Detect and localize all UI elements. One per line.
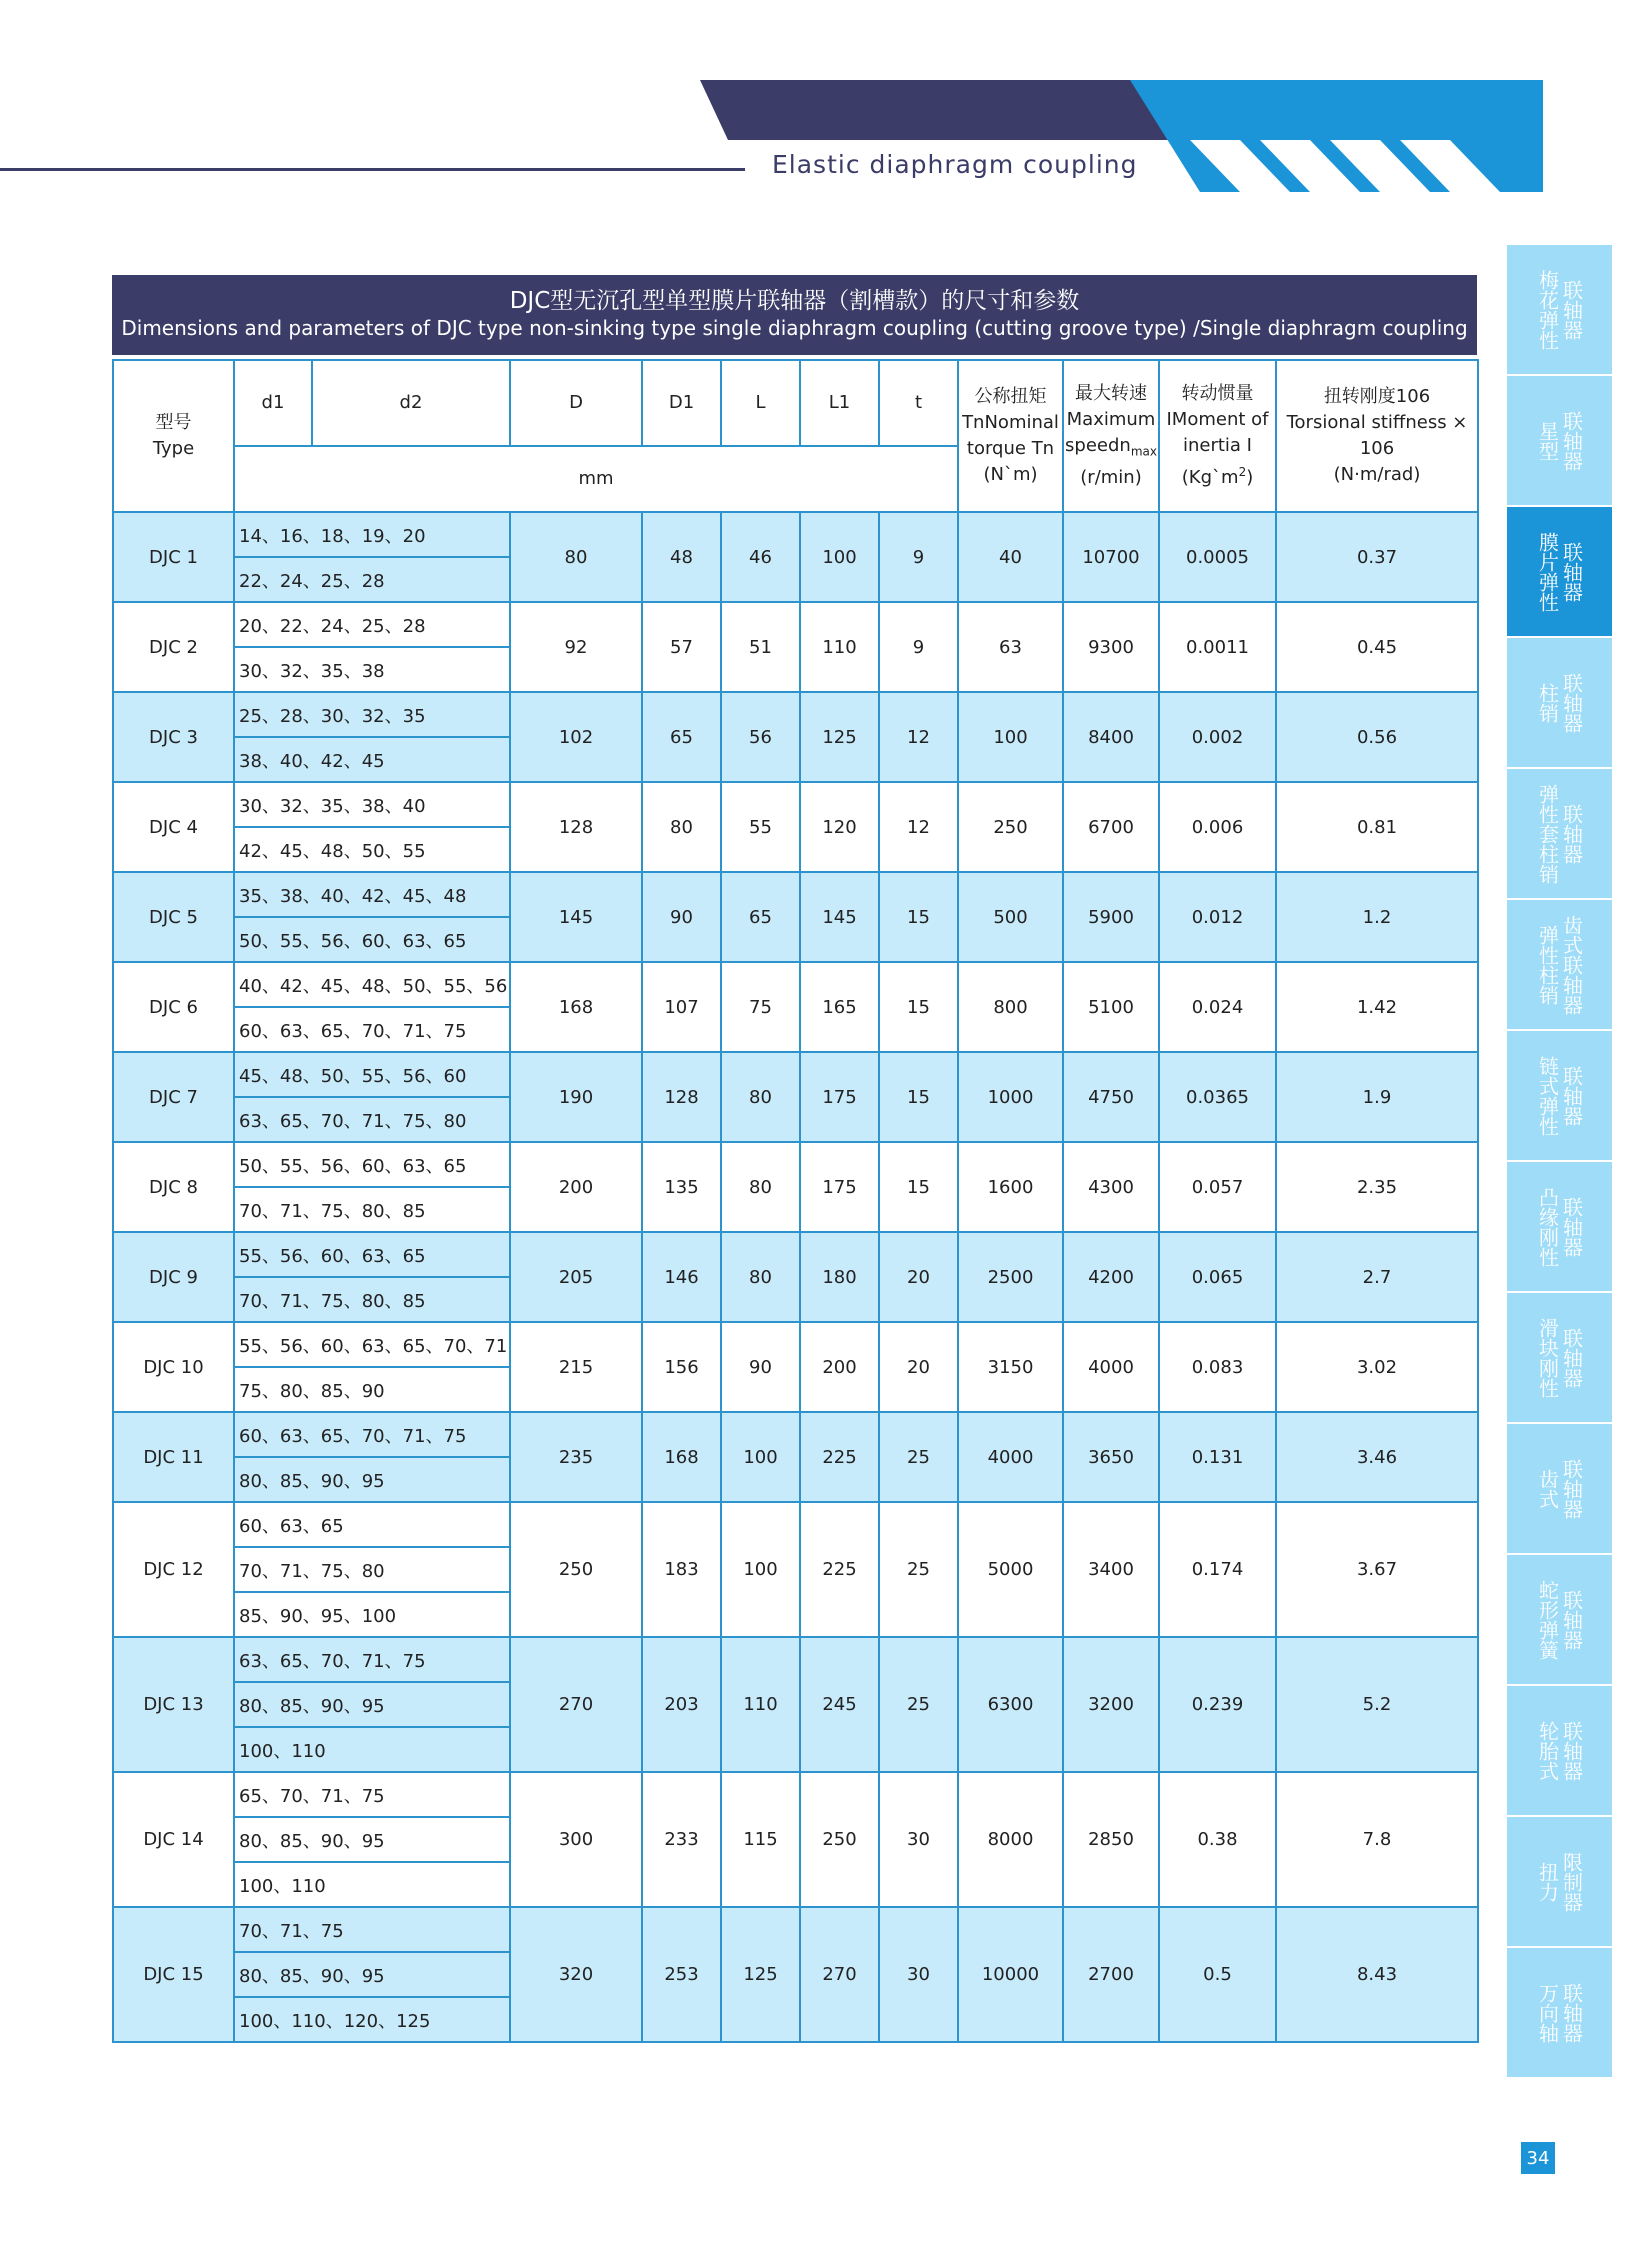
cell-inertia: 0.057 [1159,1142,1276,1232]
cell-inertia: 0.006 [1159,782,1276,872]
cell-torque: 40 [958,512,1063,602]
cell-type: DJC 4 [113,782,234,872]
cell-stiffness: 0.56 [1276,692,1478,782]
header-type: 型号 Type [113,360,234,512]
cell-t: 15 [879,962,958,1052]
cell-t: 20 [879,1232,958,1322]
cell-bores: 100、110 [234,1862,510,1907]
side-tab-8[interactable] [1507,1293,1612,1422]
cell-bores: 63、65、70、71、75 [234,1637,510,1682]
side-tab-text: 联轴器 [1559,541,1584,602]
cell-D: 168 [510,962,642,1052]
table-row [113,1907,1478,1952]
cell-L: 65 [721,872,800,962]
cell-speed: 4300 [1063,1142,1159,1232]
cell-bores: 80、85、90、95 [234,1952,510,1997]
cell-L: 80 [721,1142,800,1232]
header-L: L [721,360,800,446]
cell-inertia: 0.38 [1159,1772,1276,1907]
header-d2: d2 [312,360,510,446]
cell-speed: 3650 [1063,1412,1159,1502]
header-subtitle: Elastic diaphragm coupling [772,150,1138,179]
side-category-nav [1507,245,1612,2079]
cell-bores: 70、71、75、80、85 [234,1277,510,1322]
side-tab-9[interactable] [1507,1424,1612,1553]
cell-D1: 48 [642,512,721,602]
cell-inertia: 0.024 [1159,962,1276,1052]
side-tab-13[interactable] [1507,1948,1612,2077]
cell-bores: 75、80、85、90 [234,1367,510,1412]
side-tab-text: 联轴器 [1559,803,1584,864]
header-D: D [510,360,642,446]
cell-L1: 250 [800,1772,879,1907]
cell-D: 300 [510,1772,642,1907]
cell-D: 235 [510,1412,642,1502]
header-D1: D1 [642,360,721,446]
cell-t: 25 [879,1412,958,1502]
side-tab-10[interactable] [1507,1555,1612,1684]
side-tab-text: 联轴器 [1559,1720,1584,1781]
cell-L: 90 [721,1322,800,1412]
cell-bores: 25、28、30、32、35 [234,692,510,737]
cell-speed: 6700 [1063,782,1159,872]
table-row [113,1052,1478,1097]
side-tab-12[interactable] [1507,1817,1612,1946]
cell-D: 215 [510,1322,642,1412]
cell-bores: 55、56、60、63、65 [234,1232,510,1277]
table-row [113,1142,1478,1187]
side-tab-4[interactable] [1507,769,1612,898]
cell-D1: 135 [642,1142,721,1232]
side-tab-text: 万向轴 [1535,1982,1560,2043]
header-L1: L1 [800,360,879,446]
cell-torque: 800 [958,962,1063,1052]
cell-L: 80 [721,1232,800,1322]
cell-inertia: 0.002 [1159,692,1276,782]
cell-L: 55 [721,782,800,872]
cell-L1: 245 [800,1637,879,1772]
cell-D1: 128 [642,1052,721,1142]
cell-L: 56 [721,692,800,782]
cell-type: DJC 2 [113,602,234,692]
cell-bores: 85、90、95、100 [234,1592,510,1637]
cell-type: DJC 10 [113,1322,234,1412]
cell-speed: 4000 [1063,1322,1159,1412]
cell-type: DJC 5 [113,872,234,962]
cell-D: 145 [510,872,642,962]
cell-type: DJC 15 [113,1907,234,2042]
side-tab-5[interactable] [1507,900,1612,1029]
cell-bores: 20、22、24、25、28 [234,602,510,647]
cell-speed: 3400 [1063,1502,1159,1637]
cell-inertia: 0.012 [1159,872,1276,962]
side-tab-text: 蛇形弹簧 [1535,1579,1560,1660]
cell-t: 25 [879,1637,958,1772]
cell-L: 115 [721,1772,800,1907]
cell-stiffness: 3.67 [1276,1502,1478,1637]
cell-D: 250 [510,1502,642,1637]
cell-bores: 63、65、70、71、75、80 [234,1097,510,1142]
cell-L1: 120 [800,782,879,872]
header-d1: d1 [234,360,312,446]
table-row [113,512,1478,557]
side-tab-text: 柱销 [1535,682,1560,723]
cell-t: 30 [879,1772,958,1907]
cell-D1: 146 [642,1232,721,1322]
side-tab-text: 联轴器 [1559,672,1584,733]
cell-t: 9 [879,512,958,602]
cell-type: DJC 13 [113,1637,234,1772]
cell-type: DJC 3 [113,692,234,782]
cell-bores: 60、63、65、70、71、75 [234,1412,510,1457]
cell-torque: 100 [958,692,1063,782]
cell-D1: 203 [642,1637,721,1772]
header-torque: 公称扭矩 TnNominal torque Tn (N`m) [958,360,1063,512]
table-row [113,692,1478,737]
header-unit-mm: mm [234,446,958,512]
cell-t: 12 [879,782,958,872]
side-tab-text: 联轴器 [1559,1589,1584,1650]
cell-inertia: 0.083 [1159,1322,1276,1412]
side-tab-text: 齿式 [1535,1468,1560,1509]
side-tab-text: 凸缘刚性 [1535,1186,1560,1267]
cell-bores: 60、63、65、70、71、75 [234,1007,510,1052]
cell-stiffness: 7.8 [1276,1772,1478,1907]
cell-inertia: 0.174 [1159,1502,1276,1637]
cell-D1: 233 [642,1772,721,1907]
cell-bores: 55、56、60、63、65、70、71 [234,1322,510,1367]
table-row [113,1412,1478,1457]
cell-stiffness: 1.42 [1276,962,1478,1052]
table-row [113,1322,1478,1367]
side-tab-text: 联轴器 [1559,1458,1584,1519]
cell-D1: 168 [642,1412,721,1502]
cell-inertia: 0.0365 [1159,1052,1276,1142]
cell-L: 110 [721,1637,800,1772]
page-number: 34 [1521,2142,1555,2174]
cell-bores: 80、85、90、95 [234,1682,510,1727]
cell-D: 205 [510,1232,642,1322]
cell-bores: 60、63、65 [234,1502,510,1547]
cell-D1: 156 [642,1322,721,1412]
cell-D: 80 [510,512,642,602]
table-row [113,1637,1478,1682]
header-speed: 最大转速 Maximum speedn$_{max}$ (r/min) [1063,360,1159,512]
side-tab-text: 联轴器 [1559,279,1584,340]
cell-inertia: 0.5 [1159,1907,1276,2042]
cell-L: 46 [721,512,800,602]
cell-torque: 1600 [958,1142,1063,1232]
side-tab-3[interactable] [1507,638,1612,767]
cell-L1: 165 [800,962,879,1052]
side-tab-6[interactable] [1507,1031,1612,1160]
cell-bores: 42、45、48、50、55 [234,827,510,872]
cell-bores: 50、55、56、60、63、65 [234,1142,510,1187]
side-tab-2[interactable] [1507,507,1612,636]
cell-D1: 107 [642,962,721,1052]
cell-speed: 4200 [1063,1232,1159,1322]
cell-torque: 63 [958,602,1063,692]
cell-t: 15 [879,1052,958,1142]
side-tab-11[interactable] [1507,1686,1612,1815]
side-tab-text: 弹性柱销 [1535,924,1560,1005]
cell-stiffness: 0.81 [1276,782,1478,872]
cell-speed: 5100 [1063,962,1159,1052]
cell-t: 15 [879,1142,958,1232]
cell-t: 30 [879,1907,958,2042]
table-row [113,602,1478,647]
cell-t: 9 [879,602,958,692]
side-tab-text: 扭力 [1535,1861,1560,1902]
cell-bores: 80、85、90、95 [234,1457,510,1502]
table-row [113,1772,1478,1817]
cell-speed: 10700 [1063,512,1159,602]
cell-bores: 65、70、71、75 [234,1772,510,1817]
cell-bores: 100、110、120、125 [234,1997,510,2042]
cell-inertia: 0.065 [1159,1232,1276,1322]
cell-L1: 225 [800,1502,879,1637]
header-rule [0,168,745,171]
cell-D: 128 [510,782,642,872]
spec-table-container [112,275,1477,2043]
cell-torque: 5000 [958,1502,1063,1637]
cell-L1: 145 [800,872,879,962]
cell-stiffness: 3.46 [1276,1412,1478,1502]
side-tab-text: 星型 [1535,420,1560,461]
cell-t: 25 [879,1502,958,1637]
cell-L: 75 [721,962,800,1052]
header-inertia: 转动惯量 IMoment of inertia I $(Kg`m^2)$ [1159,360,1276,512]
cell-stiffness: 0.37 [1276,512,1478,602]
cell-speed: 4750 [1063,1052,1159,1142]
cell-stiffness: 0.45 [1276,602,1478,692]
table-title-bar [112,275,1477,355]
cell-D1: 253 [642,1907,721,2042]
cell-L1: 110 [800,602,879,692]
cell-inertia: 0.131 [1159,1412,1276,1502]
cell-L1: 175 [800,1142,879,1232]
cell-bores: 80、85、90、95 [234,1817,510,1862]
cell-torque: 4000 [958,1412,1063,1502]
cell-type: DJC 8 [113,1142,234,1232]
cell-D1: 65 [642,692,721,782]
cell-torque: 500 [958,872,1063,962]
cell-L1: 225 [800,1412,879,1502]
header-stiffness: 扭转刚度106 Torsional stiffness × 106 (N·m/rad) [1276,360,1478,512]
cell-speed: 2850 [1063,1772,1159,1907]
cell-type: DJC 1 [113,512,234,602]
cell-bores: 50、55、56、60、63、65 [234,917,510,962]
cell-bores: 70、71、75 [234,1907,510,1952]
cell-bores: 45、48、50、55、56、60 [234,1052,510,1097]
cell-bores: 30、32、35、38、40 [234,782,510,827]
cell-L1: 270 [800,1907,879,2042]
table-row [113,1502,1478,1547]
cell-L: 51 [721,602,800,692]
cell-stiffness: 1.2 [1276,872,1478,962]
cell-D: 270 [510,1637,642,1772]
cell-L1: 125 [800,692,879,782]
side-tab-text: 联轴器 [1559,1327,1584,1388]
table-row [113,962,1478,1007]
side-tab-text: 膜片弹性 [1535,531,1560,612]
cell-type: DJC 6 [113,962,234,1052]
side-tab-text: 限制器 [1559,1851,1584,1912]
cell-L: 100 [721,1412,800,1502]
cell-bores: 35、38、40、42、45、48 [234,872,510,917]
cell-stiffness: 2.7 [1276,1232,1478,1322]
cell-bores: 38、40、42、45 [234,737,510,782]
cell-D: 92 [510,602,642,692]
table-title-en: Dimensions and parameters of DJC type non-sinking type single diaphragm coupling (cutting groove type) /Single diaphragm coupling [121,316,1468,340]
table-row [113,1232,1478,1277]
cell-torque: 10000 [958,1907,1063,2042]
cell-speed: 9300 [1063,602,1159,692]
side-tab-text: 联轴器 [1559,410,1584,471]
cell-bores: 100、110 [234,1727,510,1772]
cell-type: DJC 11 [113,1412,234,1502]
cell-L1: 180 [800,1232,879,1322]
cell-speed: 3200 [1063,1637,1159,1772]
cell-D1: 80 [642,782,721,872]
cell-stiffness: 2.35 [1276,1142,1478,1232]
cell-type: DJC 9 [113,1232,234,1322]
side-tab-1[interactable] [1507,376,1612,505]
table-row [113,782,1478,827]
cell-L1: 200 [800,1322,879,1412]
cell-torque: 2500 [958,1232,1063,1322]
cell-torque: 8000 [958,1772,1063,1907]
side-tab-text: 联轴器 [1559,1065,1584,1126]
cell-L1: 100 [800,512,879,602]
cell-stiffness: 5.2 [1276,1637,1478,1772]
cell-bores: 22、24、25、28 [234,557,510,602]
cell-D1: 183 [642,1502,721,1637]
cell-D1: 57 [642,602,721,692]
cell-D: 320 [510,1907,642,2042]
cell-t: 20 [879,1322,958,1412]
cell-torque: 6300 [958,1637,1063,1772]
cell-inertia: 0.0005 [1159,512,1276,602]
cell-stiffness: 8.43 [1276,1907,1478,2042]
side-tab-text: 滑块刚性 [1535,1317,1560,1398]
cell-speed: 8400 [1063,692,1159,782]
cell-stiffness: 3.02 [1276,1322,1478,1412]
cell-type: DJC 12 [113,1502,234,1637]
cell-L: 125 [721,1907,800,2042]
cell-bores: 70、71、75、80 [234,1547,510,1592]
cell-D1: 90 [642,872,721,962]
cell-inertia: 0.239 [1159,1637,1276,1772]
cell-torque: 1000 [958,1052,1063,1142]
cell-D: 102 [510,692,642,782]
spec-table [112,359,1479,2043]
side-tab-text: 轮胎式 [1535,1720,1560,1781]
cell-speed: 5900 [1063,872,1159,962]
cell-type: DJC 7 [113,1052,234,1142]
cell-L: 80 [721,1052,800,1142]
cell-t: 12 [879,692,958,782]
side-tab-text: 梅花弹性 [1535,269,1560,350]
side-tab-0[interactable] [1507,245,1612,374]
cell-bores: 30、32、35、38 [234,647,510,692]
side-tab-text: 联轴器 [1559,1982,1584,2043]
cell-torque: 250 [958,782,1063,872]
header-t: t [879,360,958,446]
cell-torque: 3150 [958,1322,1063,1412]
table-title-zh: DJC型无沉孔型单型膜片联轴器（割槽款）的尺寸和参数 [509,288,1080,314]
cell-inertia: 0.0011 [1159,602,1276,692]
side-tab-7[interactable] [1507,1162,1612,1291]
side-tab-text: 链式弹性 [1535,1055,1560,1136]
cell-L: 100 [721,1502,800,1637]
cell-t: 15 [879,872,958,962]
cell-stiffness: 1.9 [1276,1052,1478,1142]
cell-bores: 40、42、45、48、50、55、56 [234,962,510,1007]
cell-bores: 70、71、75、80、85 [234,1187,510,1232]
cell-D: 190 [510,1052,642,1142]
cell-type: DJC 14 [113,1772,234,1907]
side-tab-text: 齿式联轴器 [1559,914,1584,1015]
side-tab-text: 联轴器 [1559,1196,1584,1257]
side-tab-text: 弹性套柱销 [1535,783,1560,884]
cell-bores: 14、16、18、19、20 [234,512,510,557]
cell-D: 200 [510,1142,642,1232]
cell-speed: 2700 [1063,1907,1159,2042]
cell-L1: 175 [800,1052,879,1142]
table-row [113,872,1478,917]
